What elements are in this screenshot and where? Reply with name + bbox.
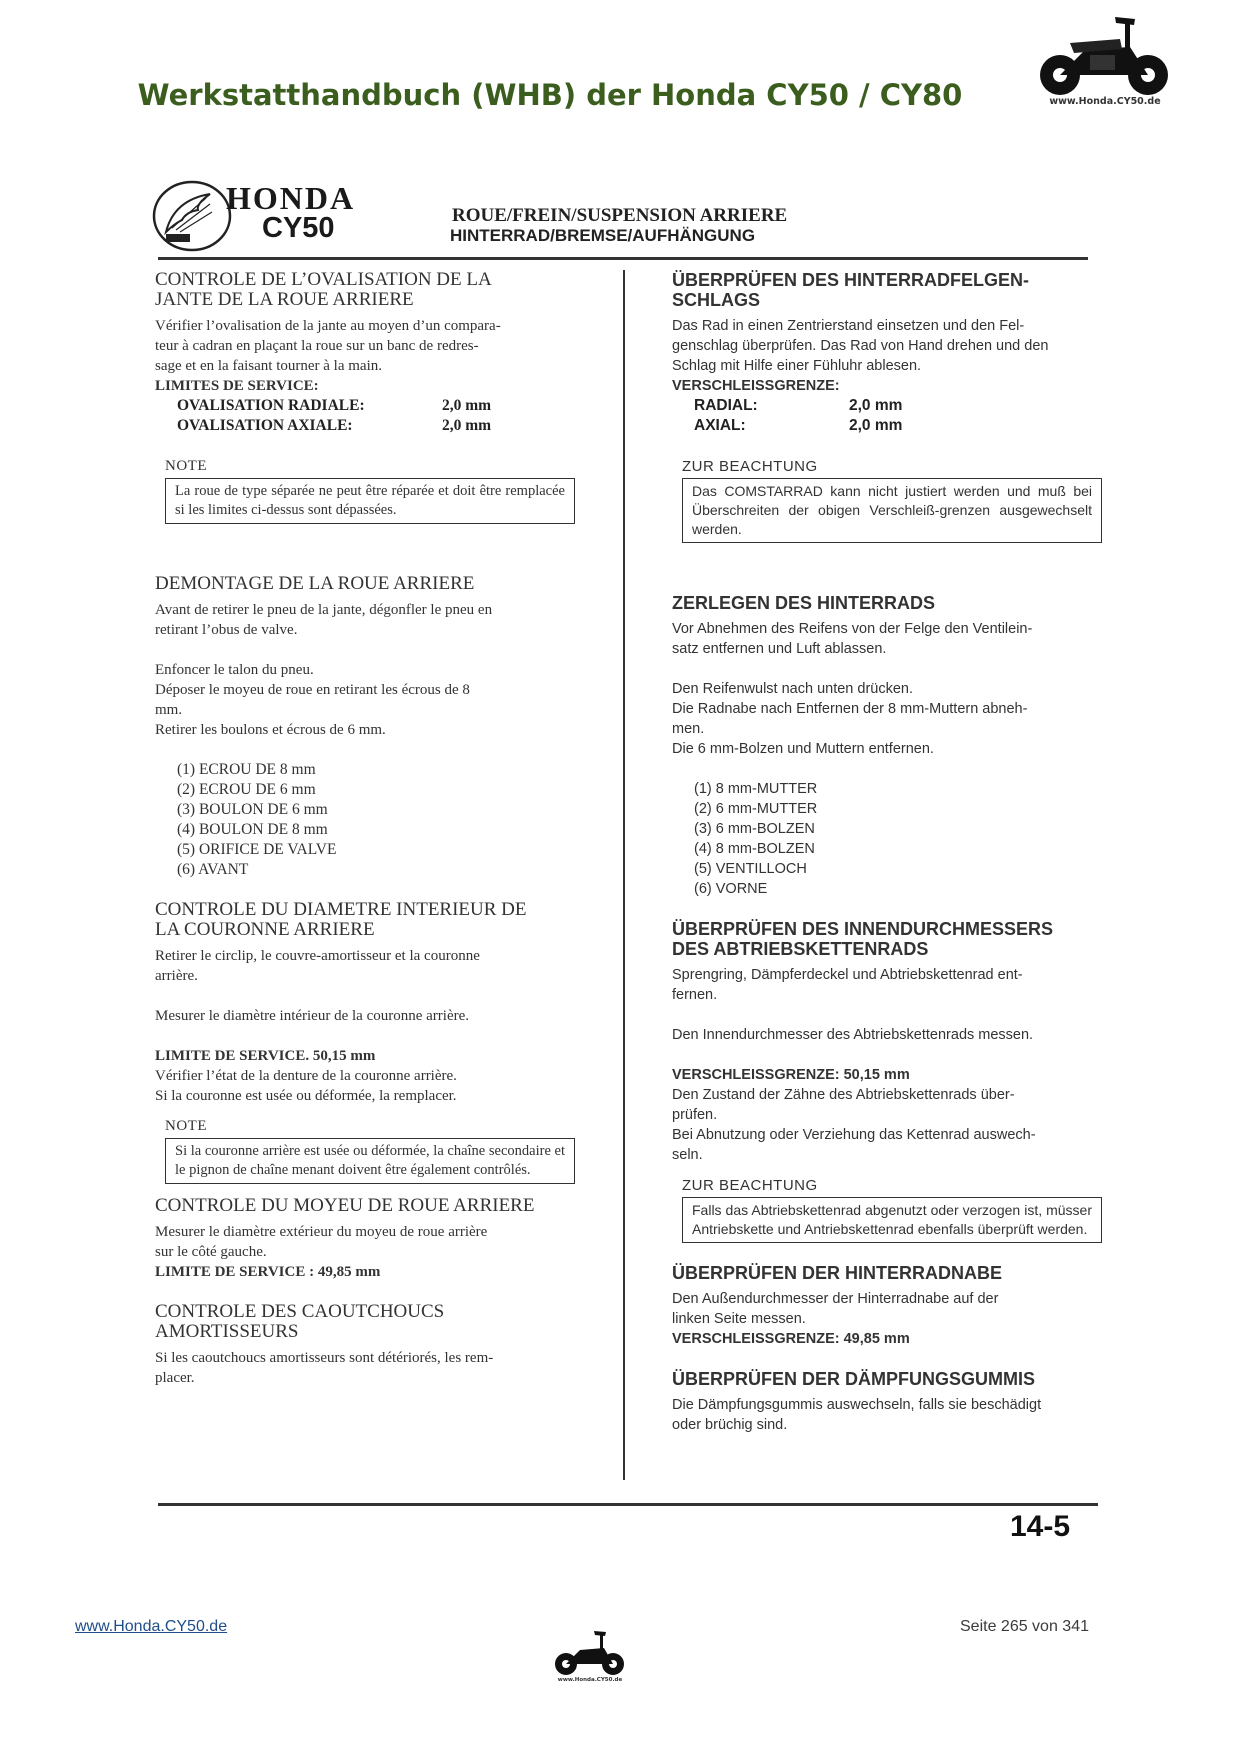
fr-sprocket-limit: LIMITE DE SERVICE. 50,15 mm [155,1048,376,1064]
fr-note2-label: NOTE [165,1118,207,1134]
model-name: CY50 [262,212,335,244]
fr-parts-list [155,760,575,880]
motorbike-logo-icon [1030,5,1180,100]
de-heading-removal: ZERLEGEN DES HINTERRADS [672,593,936,613]
fr-text-sprocket-2: Mesurer le diamètre intérieur de la couronne arrière. [155,1008,470,1024]
fr-spec-axial-label: OVALISATION AXIALE: [177,417,353,434]
list-item: (1) ECROU DE 8 mm [177,761,316,778]
brand-name: HONDA [226,180,356,216]
de-service-limits-label: VERSCHLEISSGRENZE: [672,378,840,394]
de-sprocket-limit: VERSCHLEISSGRENZE: 50,15 mm [672,1067,910,1083]
de-note2-label: ZUR BEACHTUNG [682,1177,818,1194]
fr-spec-radial [155,396,575,416]
motorbike-footer-logo-icon [550,1626,630,1678]
de-text-hub: Den Außendurchmesser der Hinterradnabe auf der linken Seite messen. [672,1291,999,1327]
de-spec-axial-value: 2,0 mm [849,417,903,434]
de-text-removal-1: Vor Abnehmen des Reifens von der Felge den Ventilein- satz entfernen und Luft ablassen. [672,621,1033,657]
fr-heading-dampers: CONTROLE DES CAOUTCHOUCS AMORTISSEURS [155,1301,445,1342]
de-note-label: ZUR BEACHTUNG [682,458,818,475]
column-divider [623,270,625,1480]
list-item: (3) 6 mm-BOLZEN [694,821,815,837]
list-item: (6) AVANT [177,861,249,878]
fr-note-label: NOTE [165,458,207,474]
de-text-sprocket-2: Den Innendurchmesser des Abtriebskettenrads messen. [672,1027,1034,1043]
fr-text-hub: Mesurer le diamètre extérieur du moyeu de roue arrière sur le côté gauche. [155,1224,488,1260]
footer-website-link[interactable]: www.Honda.CY50.de [75,1618,228,1635]
fr-service-limits-label: LIMITES DE SERVICE: [155,378,319,394]
list-item: (2) ECROU DE 6 mm [177,781,316,798]
de-spec-radial [672,396,1102,416]
fr-hub-limit: LIMITE DE SERVICE : 49,85 mm [155,1264,381,1280]
fr-spec-axial [155,416,575,436]
fr-heading-removal: DEMONTAGE DE LA ROUE ARRIERE [155,573,475,594]
de-heading-dampers: ÜBERPRÜFEN DER DÄMPFUNGSGUMMIS [672,1369,1036,1389]
list-item: (4) 8 mm-BOLZEN [694,841,815,857]
de-text-sprocket-3: Den Zustand der Zähne des Abtriebskettenrads über- prüfen. Bei Abnutzung oder Verziehung das Kettenrad auswech- seln. [672,1087,1036,1163]
fr-heading-rim-runout: CONTROLE DE L’OVALISATION DE LA JANTE DE LA ROUE ARRIERE [155,269,492,310]
de-parts-list [672,779,1102,899]
fr-spec-radial-value: 2,0 mm [442,397,492,414]
fr-heading-hub: CONTROLE DU MOYEU DE ROUE ARRIERE [155,1195,535,1216]
fr-text-removal-1: Avant de retirer le pneu de la jante, dégonfler le pneu en retirant l’obus de valve. [155,602,493,638]
section-title-de: HINTERRAD/BREMSE/AUFHÄNGUNG [450,226,756,245]
de-spec-axial [672,416,1102,436]
de-spec-axial-label: AXIAL: [694,417,746,434]
de-heading-hub: ÜBERPRÜFEN DER HINTERRADNABE [672,1263,1003,1283]
fr-note-box: La roue de type séparée ne peut être réparée et doit être remplacée si les limites ci-dessus sont dépassées. [165,478,575,524]
de-spec-radial-value: 2,0 mm [849,397,903,414]
section-title-fr: ROUE/FREIN/SUSPENSION ARRIERE [452,205,788,226]
fr-note2-box: Si la couronne arrière est usée ou déformée, la chaîne secondaire et le pignon de chaîne menant doivent être également contrôlés. [165,1138,575,1184]
de-note2-box: Falls das Abtriebskettenrad abgenutzt oder verzogen ist, müsser Antriebskette und Antriebskettenrad ebenfalls überprüft werden. [682,1197,1102,1243]
de-text-sprocket-1: Sprengring, Dämpferdeckel und Abtriebskettenrad ent- fernen. [672,967,1023,1003]
french-column [155,270,575,1388]
de-text-dampers: Die Dämpfungsgummis auswechseln, falls sie beschädigt oder brüchig sind. [672,1397,1042,1433]
de-hub-limit: VERSCHLEISSGRENZE: 49,85 mm [672,1331,910,1347]
list-item: (4) BOULON DE 8 mm [177,821,328,838]
fr-text-removal-2: Enfoncer le talon du pneu. Déposer le moyeu de roue en retirant les écrous de 8 mm. Retirer les boulons et écrous de 6 mm. [155,662,470,738]
list-item: (3) BOULON DE 6 mm [177,801,328,818]
fr-text-sprocket-1: Retirer le circlip, le couvre-amortisseur et la couronne arrière. [155,948,480,984]
list-item: (5) VENTILLOCH [694,861,807,877]
footer-page-counter: Seite 265 von 341 [960,1618,1089,1635]
manual-page-number: 14-5 [1010,1510,1071,1543]
german-column [672,270,1102,1435]
document-title: Werkstatthandbuch (WHB) der Honda CY50 / CY80 [137,78,963,112]
fr-spec-axial-value: 2,0 mm [442,417,492,434]
fr-text-sprocket-3: Vérifier l’état de la denture de la couronne arrière. Si la couronne est usée ou déformée, la remplacer. [155,1068,457,1104]
footer-logo-caption: www.Honda.CY50.de [557,1677,623,1683]
list-item: (6) VORNE [694,881,768,897]
de-spec-radial-label: RADIAL: [694,397,758,414]
fr-text-rim-runout: Vérifier l’ovalisation de la jante au moyen d’un compara- teur à cadran en plaçant la roue sur un banc de redres- sage et en la faisant tourner à la main. [155,318,501,374]
de-heading-rim-runout: ÜBERPRÜFEN DES HINTERRADFELGEN- SCHLAGS [672,270,1030,310]
top-rule [158,257,1088,260]
list-item: (5) ORIFICE DE VALVE [177,841,337,858]
de-note-box: Das COMSTARRAD kann nicht justiert werden und muß bei Überschreiten der obigen Verschleiß-grenzen ausgewechselt werden. [682,478,1102,543]
fr-spec-radial-label: OVALISATION RADIALE: [177,397,365,414]
de-text-rim-runout: Das Rad in einen Zentrierstand einsetzen und den Fel- genschlag überprüfen. Das Rad von Hand drehen und den Schlag mit Hilfe einer Fühluhr ablesen. [672,318,1049,374]
list-item: (1) 8 mm-MUTTER [694,781,818,797]
fr-text-dampers: Si les caoutchoucs amortisseurs sont détériorés, les rem- placer. [155,1350,494,1386]
de-text-removal-2: Den Reifenwulst nach unten drücken. Die Radnabe nach Entfernen der 8 mm-Muttern abneh- men. Die 6 mm-Bolzen und Muttern entfernen. [672,681,1028,757]
de-heading-sprocket: ÜBERPRÜFEN DES INNENDURCHMESSERS DES ABTRIEBSKETTENRADS [672,919,1054,959]
fr-heading-sprocket: CONTROLE DU DIAMETRE INTERIEUR DE LA COURONNE ARRIERE [155,899,527,940]
bottom-rule [158,1503,1098,1506]
logo-caption: www.Honda.CY50.de [1049,96,1161,107]
list-item: (2) 6 mm-MUTTER [694,801,818,817]
